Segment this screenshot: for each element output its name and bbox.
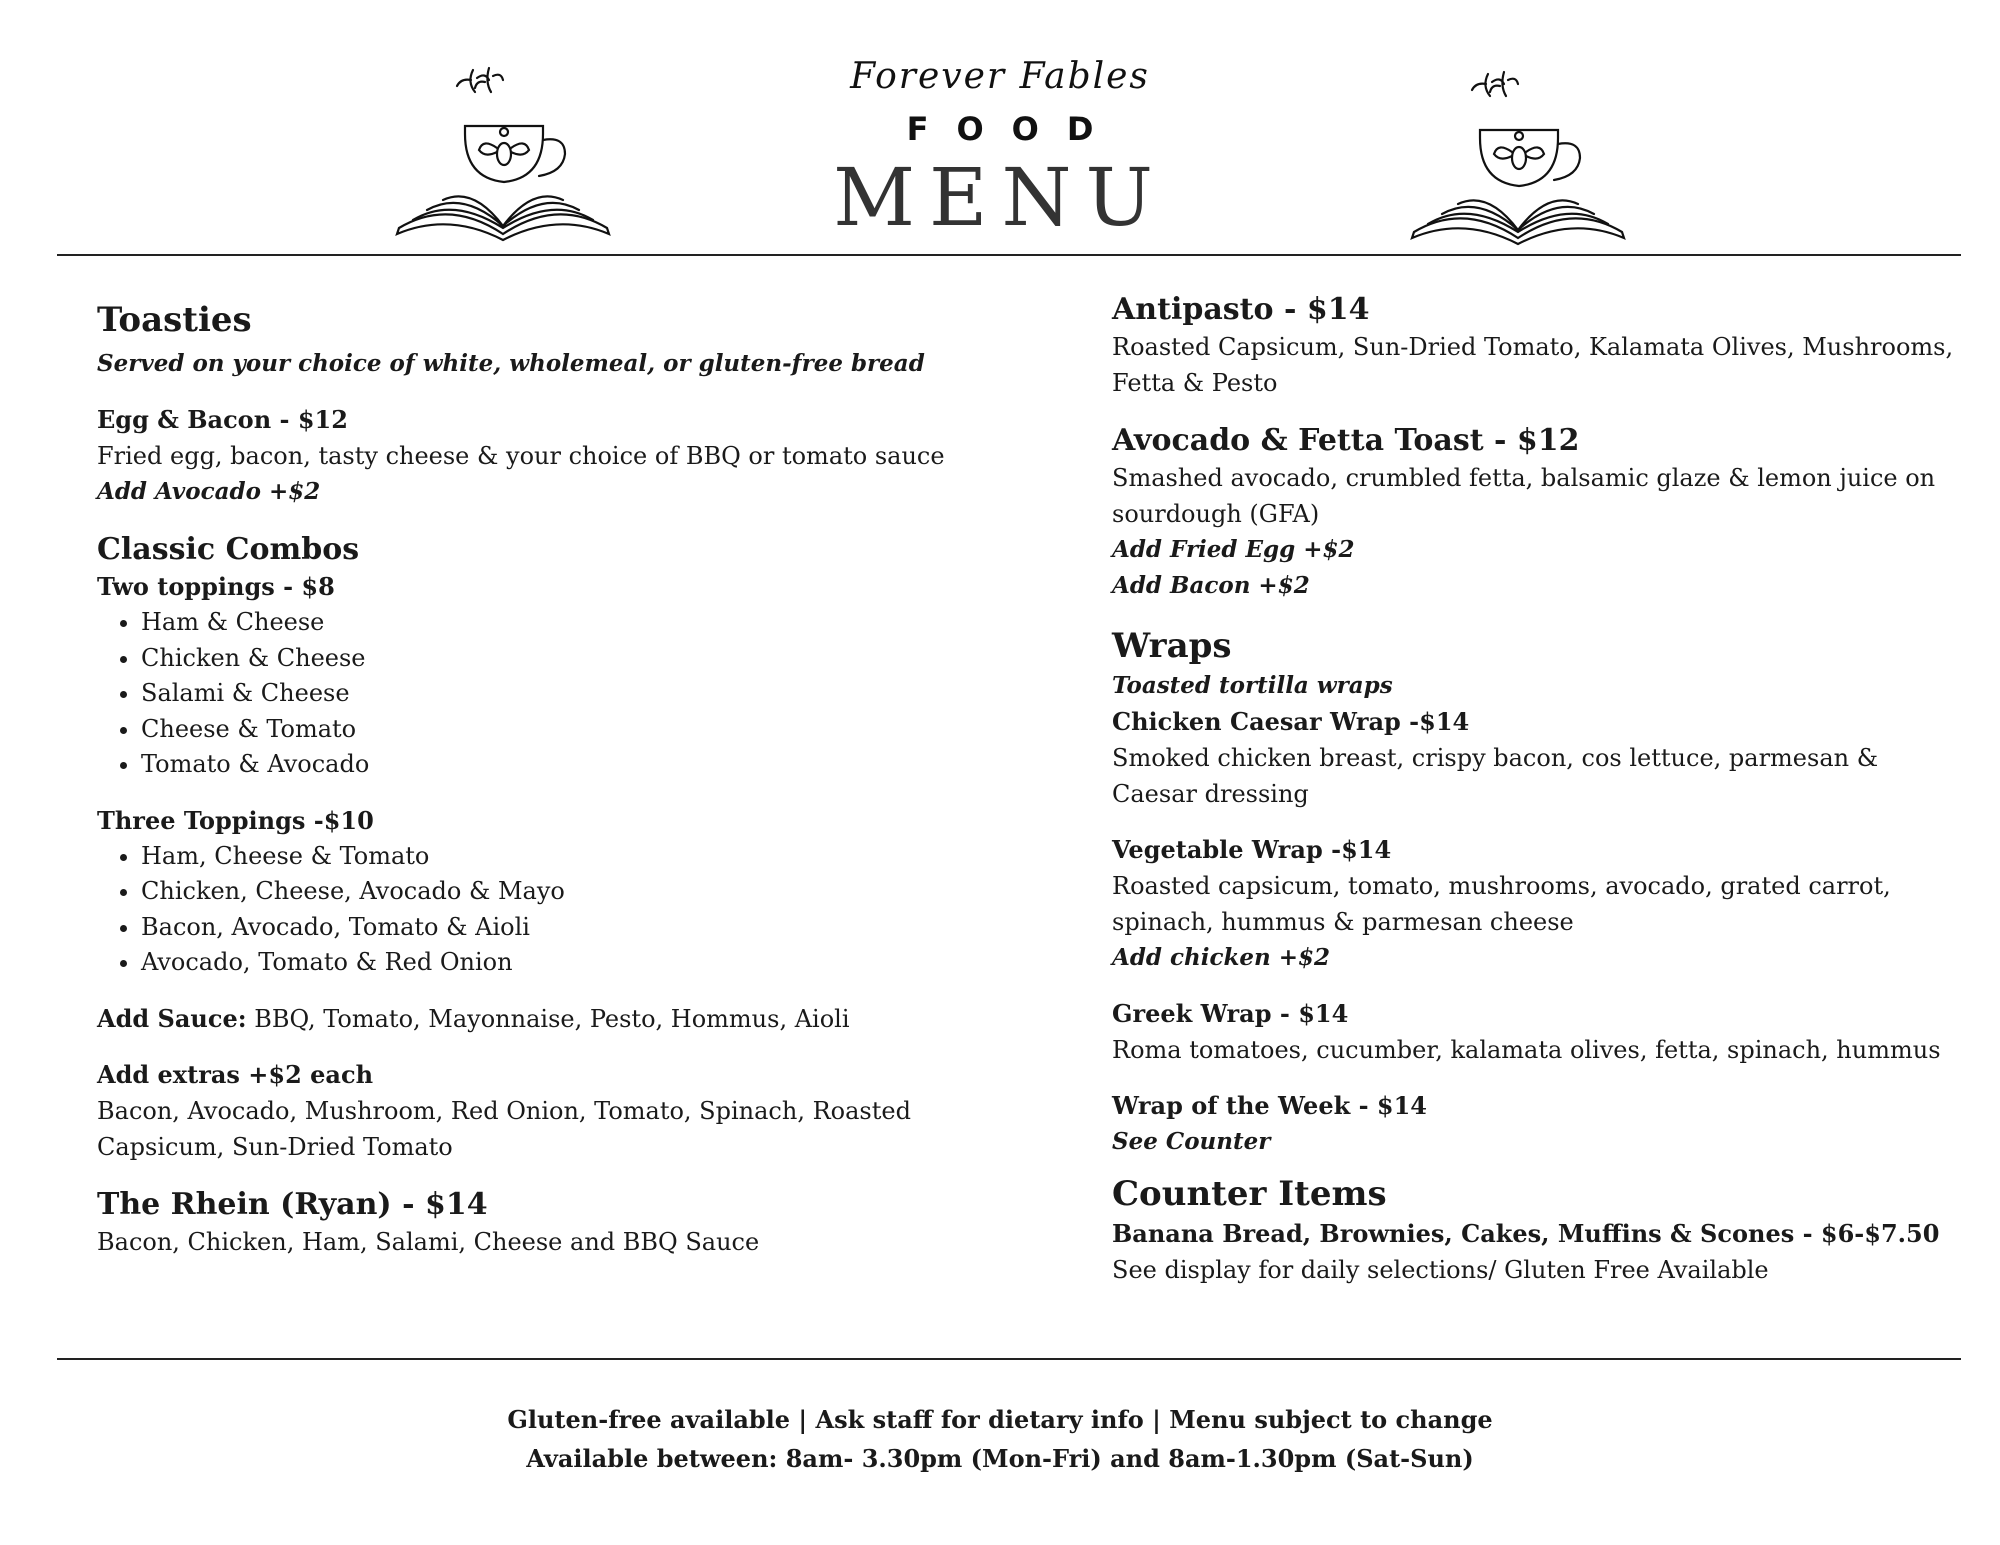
item-desc-vegetable-wrap-2: spinach, hummus & parmesan cheese xyxy=(1112,908,1574,937)
menu-subtitle: FOOD xyxy=(906,110,1122,148)
item-name-avocado-toast: Avocado & Fetta Toast - $12 xyxy=(1112,423,1580,458)
item-desc-vegetable-wrap-1: Roasted capsicum, tomato, mushrooms, avocado, grated carrot, xyxy=(1112,872,1891,901)
two-toppings-label: Two toppings - $8 xyxy=(97,572,335,602)
item-name-vegetable-wrap: Vegetable Wrap -$14 xyxy=(1112,835,1392,865)
item-addon-egg-bacon: Add Avocado +$2 xyxy=(97,478,321,506)
add-extras-label: Add extras +$2 each xyxy=(97,1059,374,1089)
menu-title: MENU xyxy=(833,151,1167,244)
item-name-rhein: The Rhein (Ryan) - $14 xyxy=(97,1186,488,1222)
section-heading-toasties: Toasties xyxy=(97,300,252,340)
brand-name: Forever Fables xyxy=(850,56,1150,97)
wraps-note: Toasted tortilla wraps xyxy=(1112,672,1393,700)
item-name-egg-bacon: Egg & Bacon - $12 xyxy=(97,405,348,435)
item-desc-avocado-toast-1: Smashed avocado, crumbled fetta, balsamic glaze & lemon juice on xyxy=(1112,464,1936,492)
toasties-note: Served on your choice of white, wholemeal, or gluten-free bread xyxy=(97,350,925,378)
item-desc-greek-wrap: Roma tomatoes, cucumber, kalamata olives, fetta, spinach, hummus xyxy=(1112,1036,1941,1065)
item-name-wrap-of-week: Wrap of the Week - $14 xyxy=(1112,1091,1427,1121)
item-desc-rhein: Bacon, Chicken, Ham, Salami, Cheese and BBQ Sauce xyxy=(97,1227,760,1256)
add-extras-line2: Capsicum, Sun-Dried Tomato xyxy=(97,1132,453,1161)
item-desc-counter: See display for daily selections/ Gluten Free Available xyxy=(1112,1256,1769,1285)
footer xyxy=(0,1400,2000,1478)
section-heading-counter-items: Counter Items xyxy=(1112,1174,1387,1215)
add-sauce-label: Add Sauce: xyxy=(97,1003,247,1033)
bottom-divider xyxy=(57,1358,1961,1360)
list-item: • Ham, Cheese & Tomato xyxy=(141,839,977,875)
list-item: • Bacon, Avocado, Tomato & Aioli xyxy=(141,910,977,946)
three-toppings-list xyxy=(97,839,977,981)
list-item: • Chicken & Cheese xyxy=(141,641,977,677)
item-name-counter: Banana Bread, Brownies, Cakes, Muffins & Scones - $6-$7.50 xyxy=(1112,1219,1940,1249)
item-name-antipasto: Antipasto - $14 xyxy=(1112,292,1370,327)
section-heading-classic-combos: Classic Combos xyxy=(97,532,360,568)
item-addon-fried-egg: Add Fried Egg +$2 xyxy=(1112,536,1355,563)
add-extras-line1: Bacon, Avocado, Mushroom, Red Onion, Tomato, Spinach, Roasted xyxy=(97,1096,911,1125)
list-item: • Cheese & Tomato xyxy=(141,712,977,748)
footer-line-2: Available between: 8am- 3.30pm (Mon-Fri) and 8am-1.30pm (Sat-Sun) xyxy=(526,1444,1474,1473)
item-desc-antipasto-1: Roasted Capsicum, Sun-Dried Tomato, Kalamata Olives, Mushrooms, xyxy=(1112,333,1954,361)
footer-line-1: Gluten-free available | Ask staff for dietary info | Menu subject to change xyxy=(507,1405,1493,1434)
item-name-caesar-wrap: Chicken Caesar Wrap -$14 xyxy=(1112,707,1470,737)
item-addon-bacon: Add Bacon +$2 xyxy=(1112,572,1310,599)
two-toppings-list xyxy=(97,605,977,783)
item-desc-caesar-wrap-1: Smoked chicken breast, crispy bacon, cos lettuce, parmesan & xyxy=(1112,744,1879,773)
item-desc-antipasto-2: Fetta & Pesto xyxy=(1112,369,1278,397)
item-name-greek-wrap: Greek Wrap - $14 xyxy=(1112,999,1349,1029)
three-toppings-label: Three Toppings -$10 xyxy=(97,805,374,835)
left-column xyxy=(97,298,977,1260)
add-sauce-values: BBQ, Tomato, Mayonnaise, Pesto, Hommus, Aioli xyxy=(246,1004,850,1033)
item-note-wrap-of-week: See Counter xyxy=(1112,1128,1271,1156)
item-desc-egg-bacon: Fried egg, bacon, tasty cheese & your choice of BBQ or tomato sauce xyxy=(97,442,945,471)
right-column xyxy=(1112,290,1972,1288)
item-desc-avocado-toast-2: sourdough (GFA) xyxy=(1112,500,1320,528)
list-item: • Avocado, Tomato & Red Onion xyxy=(141,945,977,981)
top-divider xyxy=(57,254,1961,256)
item-desc-caesar-wrap-2: Caesar dressing xyxy=(1112,780,1309,809)
list-item: • Chicken, Cheese, Avocado & Mayo xyxy=(141,874,977,910)
section-heading-wraps: Wraps xyxy=(1112,626,1232,666)
add-sauce-line xyxy=(97,1001,977,1037)
list-item: • Salami & Cheese xyxy=(141,676,977,712)
list-item: • Ham & Cheese xyxy=(141,605,977,641)
list-item: • Tomato & Avocado xyxy=(141,747,977,783)
item-addon-chicken: Add chicken +$2 xyxy=(1112,944,1331,972)
